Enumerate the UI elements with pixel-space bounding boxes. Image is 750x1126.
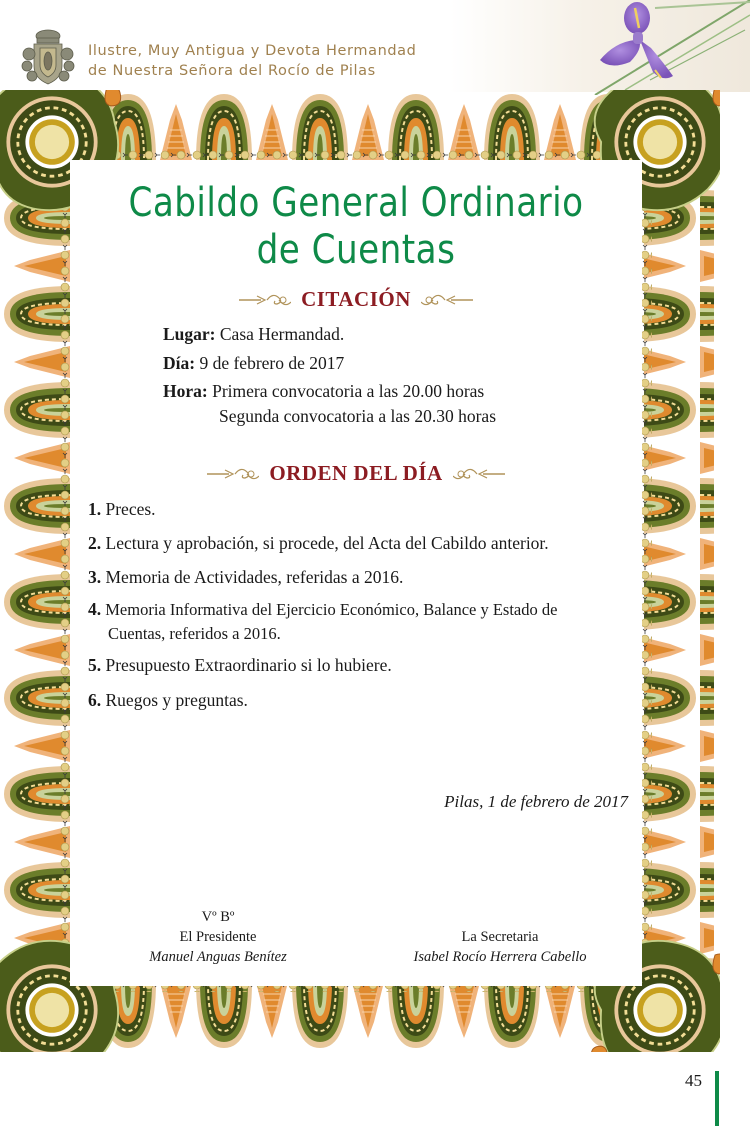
orden-heading: [70, 461, 642, 486]
agenda-item-number: 3.: [88, 567, 102, 587]
secretary-name: Isabel Rocío Herrera Cabello: [413, 949, 587, 965]
agenda-item-4: [88, 597, 628, 646]
dia-row: [163, 353, 344, 374]
flourish-right-icon: [453, 466, 505, 482]
signature-secretary: [385, 927, 615, 967]
president-name: Manuel Anguas Benítez: [149, 949, 287, 965]
organization-name-line1: Ilustre, Muy Antigua y Devota Hermandad: [88, 43, 417, 59]
hora-row: [163, 381, 484, 402]
agenda-item-text: Lectura y aprobación, si procede, del Acta del Cabildo anterior.: [105, 533, 549, 553]
agenda-item-number: 5.: [88, 655, 102, 675]
agenda-item-text: Ruegos y preguntas.: [105, 690, 248, 710]
agenda-item-number: 2.: [88, 533, 102, 553]
document-title-line2: de Cuentas: [256, 227, 456, 273]
date-and-place: Pilas, 1 de febrero de 2017: [444, 792, 628, 811]
lugar-value: Casa Hermandad.: [219, 324, 345, 344]
agenda-item-text: Memoria de Actividades, referidas a 2016.: [105, 567, 404, 587]
agenda-item-text: Preces.: [105, 499, 156, 519]
page-number: 45: [685, 1071, 702, 1090]
flourish-right-icon: [421, 292, 473, 308]
hora-value-first: Primera convocatoria a las 20.00 horas: [212, 381, 485, 401]
citacion-heading: [70, 287, 642, 312]
document-title-line1: Cabildo General Ordinario: [128, 180, 584, 226]
lugar-row: [163, 324, 344, 345]
president-role: El Presidente: [179, 929, 257, 945]
lugar-label: Lugar:: [163, 324, 216, 344]
agenda-item-3: [88, 565, 403, 589]
orden-heading-text: ORDEN DEL DÍA: [269, 461, 443, 485]
citacion-heading-text: CITACIÓN: [301, 287, 411, 311]
agenda-item-2: [88, 531, 549, 555]
agenda-item-text: Presupuesto Extraordinario si lo hubiere.: [105, 655, 392, 675]
agenda-item-number: 4.: [88, 599, 102, 619]
agenda-item-number: 1.: [88, 499, 102, 519]
flourish-left-icon: [239, 292, 291, 308]
signature-president: [118, 907, 318, 967]
agenda-item-text-continued: Cuentas, referidos a 2016.: [108, 624, 281, 643]
approval-mark: Vº Bº: [201, 909, 235, 925]
coat-of-arms-icon: [20, 28, 76, 88]
organization-name-line2: de Nuestra Señora del Rocío de Pilas: [88, 63, 376, 79]
agenda-item-text: Memoria Informativa del Ejercicio Económico, Balance y Estado de: [105, 600, 558, 619]
agenda-item-1: [88, 497, 156, 521]
flourish-left-icon: [207, 466, 259, 482]
hora-value-second: Segunda convocatoria a las 20.30 horas: [219, 406, 497, 426]
dia-value: 9 de febrero de 2017: [199, 353, 345, 373]
page-edge-bar: [715, 1071, 719, 1126]
secretary-role: La Secretaria: [461, 929, 539, 945]
agenda-item-6: [88, 688, 248, 712]
iris-flower-icon: [555, 0, 750, 95]
dia-label: Día:: [163, 353, 196, 373]
agenda-item-number: 6.: [88, 690, 102, 710]
agenda-item-5: [88, 653, 392, 677]
hora-label: Hora:: [163, 381, 208, 401]
